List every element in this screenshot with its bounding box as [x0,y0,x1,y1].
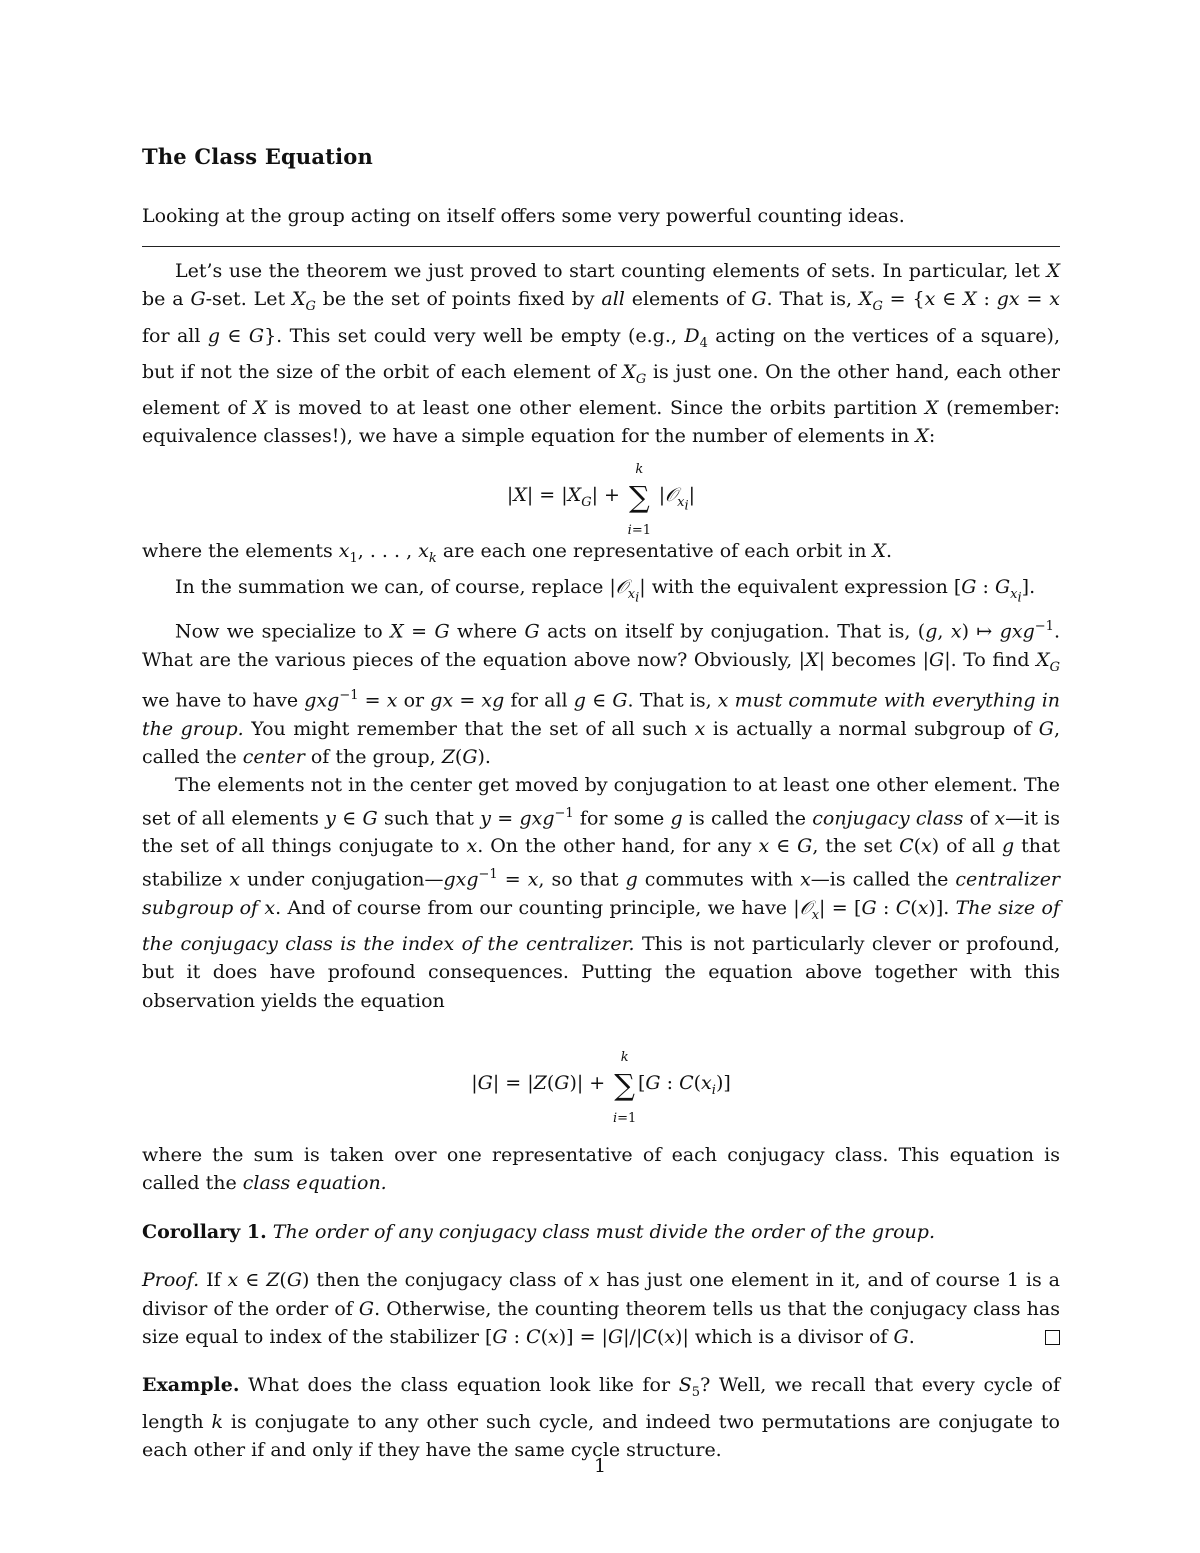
summation-symbol: ∑ k i=1 [612,1050,637,1127]
summation-symbol: ∑ k i=1 [627,461,652,538]
example: Example. What does the class equation look like for $S_5$? Well, we recall that every cycle of length k is conjugate to any other such cycle, and indeed two permutations are conjugate to each other if and only if they have the same cycle structure. [142,1374,1060,1462]
orbit-equation: $|X| = |X_G|$ + ∑ k i=1 |𝒪$_{x_i}$| [506,461,696,538]
example-label: Example. [142,1374,240,1397]
class-equation: |G| = |Z(G)| + ∑ k i=1 [G : $C(x_i)$] [471,1050,731,1127]
paragraph-class-equation: where the sum is taken over one representative of each conjugacy class. This equation is called the class equation. [142,1144,1060,1195]
qed-square-icon [1045,1330,1060,1345]
horizontal-rule [142,246,1060,247]
corollary-text: The order of any conjugacy class must divide the order of the group. [272,1220,935,1243]
paragraph-conjugation: Now we specialize to X = G where G acts on itself by conjugation. That is, (g, x) ↦ gxg$^{-1}$. What are the various pieces of the equation above now? Obviously, |X| becomes |G|. To find $X_G$ we have to have gxg$^{-1}$ = x or gx = xg for all g ∈ G. That is, x must commute with everything in the group. You might remember that the set of all such x is actually a normal subgroup of G, called the center of the group, Z(G). [142,618,1061,768]
paragraph-representatives: where the elements $x_1$, . . . , $x_k$ are each one representative of each orbit in X. [142,539,893,566]
page-number: 1 [593,1455,607,1477]
paragraph-gset: Let’s use the theorem we just proved to start counting elements of sets. In particular, let X be a G-set. Let $X_G$ be the set of points fixed by all elements of G. That is, $X_G = \{x$ ∈ X : gx = x for all g ∈ G}. This set could very well be empty (e.g., $D_4$ acting on the vertices of a square), but if not the size of the orbit of each element of $X_G$ is just one. On the other hand, each other element of X is moved to at least one other element. Since the orbits partition X (remember: equivalence classes!), we have a simple equation for the number of elements in X: [142,260,1060,448]
proof-label: Proof. [142,1269,200,1292]
main-body [142,257,1060,1464]
corollary-label: Corollary 1. [142,1220,267,1243]
section-title: The Class Equation [142,144,373,169]
paragraph-summation: In the summation we can, of course, replace |𝒪$_{x_i}$| with the equivalent expression [G : $G_{x_i}$]. [175,576,1036,606]
intro-sentence: Looking at the group acting on itself offers some very powerful counting ideas. [142,205,905,227]
corollary [142,1218,1060,1246]
paragraph-centralizer: The elements not in the center get moved by conjugation to at least one other element. The set of all elements y ∈ G such that y = gxg$^{-1}$ for some g is called the conjugacy class of x—it is the set of all things conjugate to x. On the other hand, for any x ∈ G, the set C(x) of all g that stabilize x under conjugation—gxg$^{-1}$ = x, so that g commutes with x—is called the centralizer subgroup of x. And of course from our counting principle, we have |𝒪$_x$| = [G : C(x)]. The size of the conjugacy class is the index of the centralizer. This is not particularly clever or profound, but it does have profound consequences. Putting the equation above together with this observation yields the equation [142,774,1061,1012]
proof: Proof. If x ∈ Z(G) then the conjugacy class of x has just one element in it, and of course 1 is a divisor of the order of G. Otherwise, the counting theorem tells us that the conjugacy class has size equal to index of the stabilizer [G : C(x)] = |G|/|C(x)| which is a divisor of G. [142,1269,1060,1349]
